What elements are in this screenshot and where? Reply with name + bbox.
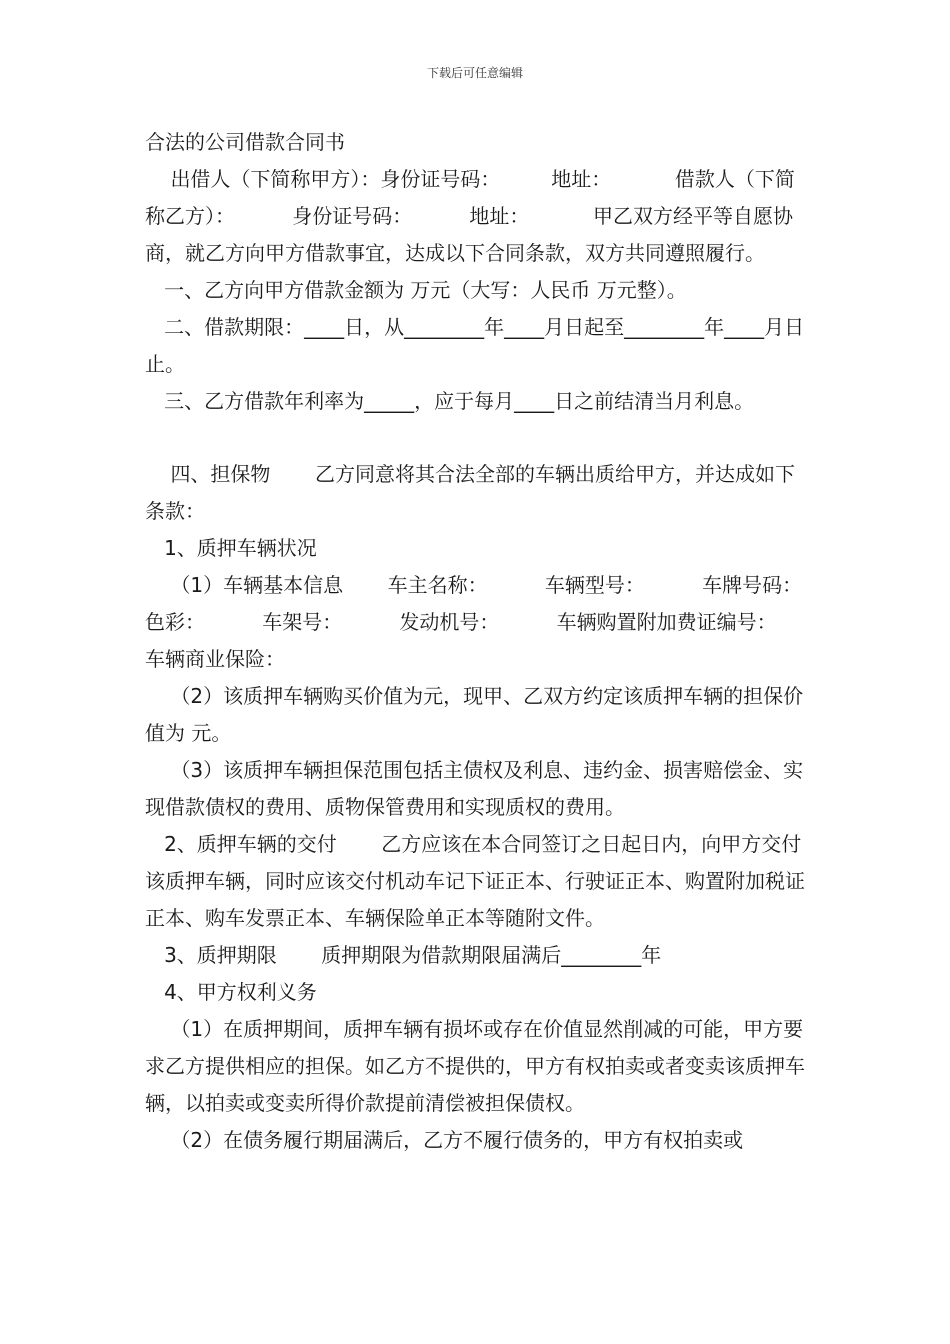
paragraph-parties: 出借人（下简称甲方）：身份证号码： 地址： 借款人（下简称乙方）： 身份证号码： 地址： 甲乙双方经平等自愿协商，就乙方向甲方借款事宜，达成以下合同条款，双方共同遵照履行。: [145, 167, 795, 265]
paragraph-clause-3: 三、乙方借款年利率为_____，应于每月____日之前结清当月利息。: [145, 389, 755, 413]
paragraph-vehicle-value: （2）该质押车辆购买价值为元，现甲、乙双方约定该质押车辆的担保价值为 元。: [145, 684, 804, 745]
paragraph-clause-4: 四、担保物 乙方同意将其合法全部的车辆出质给甲方，并达成如下条款：: [145, 462, 795, 523]
paragraph-clause-2: 二、借款期限：____日，从________年____月日起至________年____月日止。: [145, 315, 805, 376]
paragraph-rights-heading: 4、甲方权利义务: [145, 980, 317, 1004]
paragraph-vehicle-info: （1）车辆基本信息 车主名称： 车辆型号： 车牌号码： 色彩： 车架号： 发动机号： 车辆购置附加费证编号： 车辆商业保险：: [145, 573, 860, 671]
document-body: [145, 124, 860, 1159]
paragraph-clause-1: 一、乙方向甲方借款金额为 万元（大写：人民币 万元整）。: [145, 278, 687, 302]
paragraph-pledge-term: 3、质押期限 质押期限为借款期限届满后________年: [145, 943, 662, 967]
blank-line: [145, 420, 810, 456]
document-title: 合法的公司借款合同书: [145, 130, 345, 154]
paragraph-guarantee-scope: （3）该质押车辆担保范围包括主债权及利息、违约金、损害赔偿金、实现借款债权的费用、质物保管费用和实现质权的费用。: [145, 758, 804, 819]
page-header: 下载后可任意编辑: [426, 66, 523, 80]
paragraph-rights-1: （1）在质押期间，质押车辆有损坏或存在价值显然削减的可能，甲方要求乙方提供相应的担保。如乙方不提供的，甲方有权拍卖或者变卖该质押车辆，以拍卖或变卖所得价款提前清偿被担保债权。: [145, 1017, 805, 1115]
paragraph-rights-2: （2）在债务履行期届满后，乙方不履行债务的，甲方有权拍卖或: [145, 1128, 744, 1152]
paragraph-pledge-status: 1、质押车辆状况: [145, 536, 317, 560]
paragraph-delivery: 2、质押车辆的交付 乙方应该在本合同签订之日起日内，向甲方交付该质押车辆，同时应该交付机动车记下证正本、行驶证正本、购置附加税证正本、购车发票正本、车辆保险单正本等随附文件。: [145, 832, 805, 930]
